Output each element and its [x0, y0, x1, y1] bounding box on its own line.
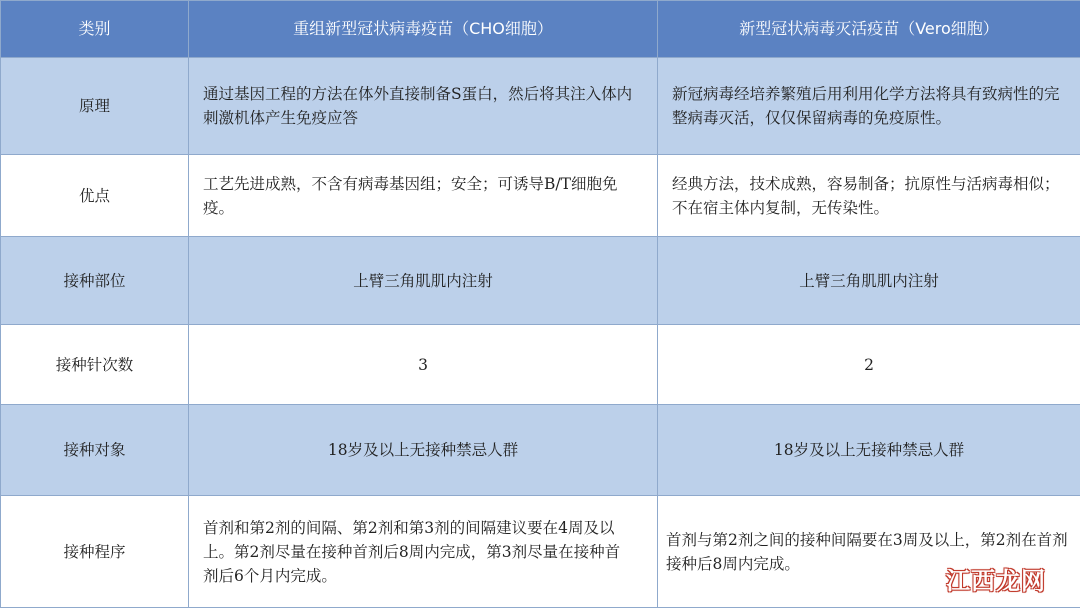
cell-cho-target-group: 18岁及以上无接种禁忌人群 — [189, 405, 658, 496]
cell-cho-injection-site: 上臂三角肌肌内注射 — [189, 237, 658, 325]
table-row-schedule — [1, 496, 1080, 608]
row-label: 优点 — [1, 155, 189, 237]
header-vero-vaccine: 新型冠状病毒灭活疫苗（Vero细胞） — [658, 1, 1080, 58]
row-label: 接种针次数 — [1, 325, 189, 405]
cell-vero-principle: 新冠病毒经培养繁殖后用利用化学方法将具有致病性的完整病毒灭活，仅仅保留病毒的免疫原性。 — [672, 85, 1060, 127]
table-header-row — [1, 1, 1080, 58]
cell-vero-injection-site: 上臂三角肌肌内注射 — [658, 237, 1080, 325]
cell-vero-target-group: 18岁及以上无接种禁忌人群 — [658, 405, 1080, 496]
cell-cho-principle: 通过基因工程的方法在体外直接制备S蛋白，然后将其注入体内刺激机体产生免疫应答 — [203, 85, 633, 127]
table-row-principle — [1, 58, 1080, 155]
cell-vero-schedule: 首剂与第2剂之间的接种间隔要在3周及以上，第2剂在首剂接种后8周内完成。 — [666, 530, 1068, 573]
row-label: 接种部位 — [1, 237, 189, 325]
cell-vero-dose-count: 2 — [658, 325, 1080, 405]
table-row-target-group — [1, 405, 1080, 496]
table-row-advantages — [1, 155, 1080, 237]
header-cho-vaccine: 重组新型冠状病毒疫苗（CHO细胞） — [189, 1, 658, 58]
row-label: 接种对象 — [1, 405, 189, 496]
site-watermark — [946, 561, 1046, 596]
cell-vero-advantages: 经典方法，技术成熟，容易制备；抗原性与活病毒相似；不在宿主体内复制，无传染性。 — [672, 174, 1060, 217]
row-label: 原理 — [1, 58, 189, 155]
header-category: 类别 — [1, 1, 189, 58]
table-row-dose-count — [1, 325, 1080, 405]
row-label: 接种程序 — [1, 496, 189, 608]
cell-cho-schedule: 首剂和第2剂的间隔、第2剂和第3剂的间隔建议要在4周及以上。第2剂尽量在接种首剂后8周内完成，第3剂尽量在接种首剂后6个月内完成。 — [203, 518, 621, 585]
watermark-text: 江西龙网 — [946, 567, 1046, 595]
cell-cho-dose-count: 3 — [189, 325, 658, 405]
cell-cho-advantages: 工艺先进成熟，不含有病毒基因组；安全；可诱导B/T细胞免疫。 — [203, 174, 618, 217]
table-row-injection-site — [1, 237, 1080, 325]
